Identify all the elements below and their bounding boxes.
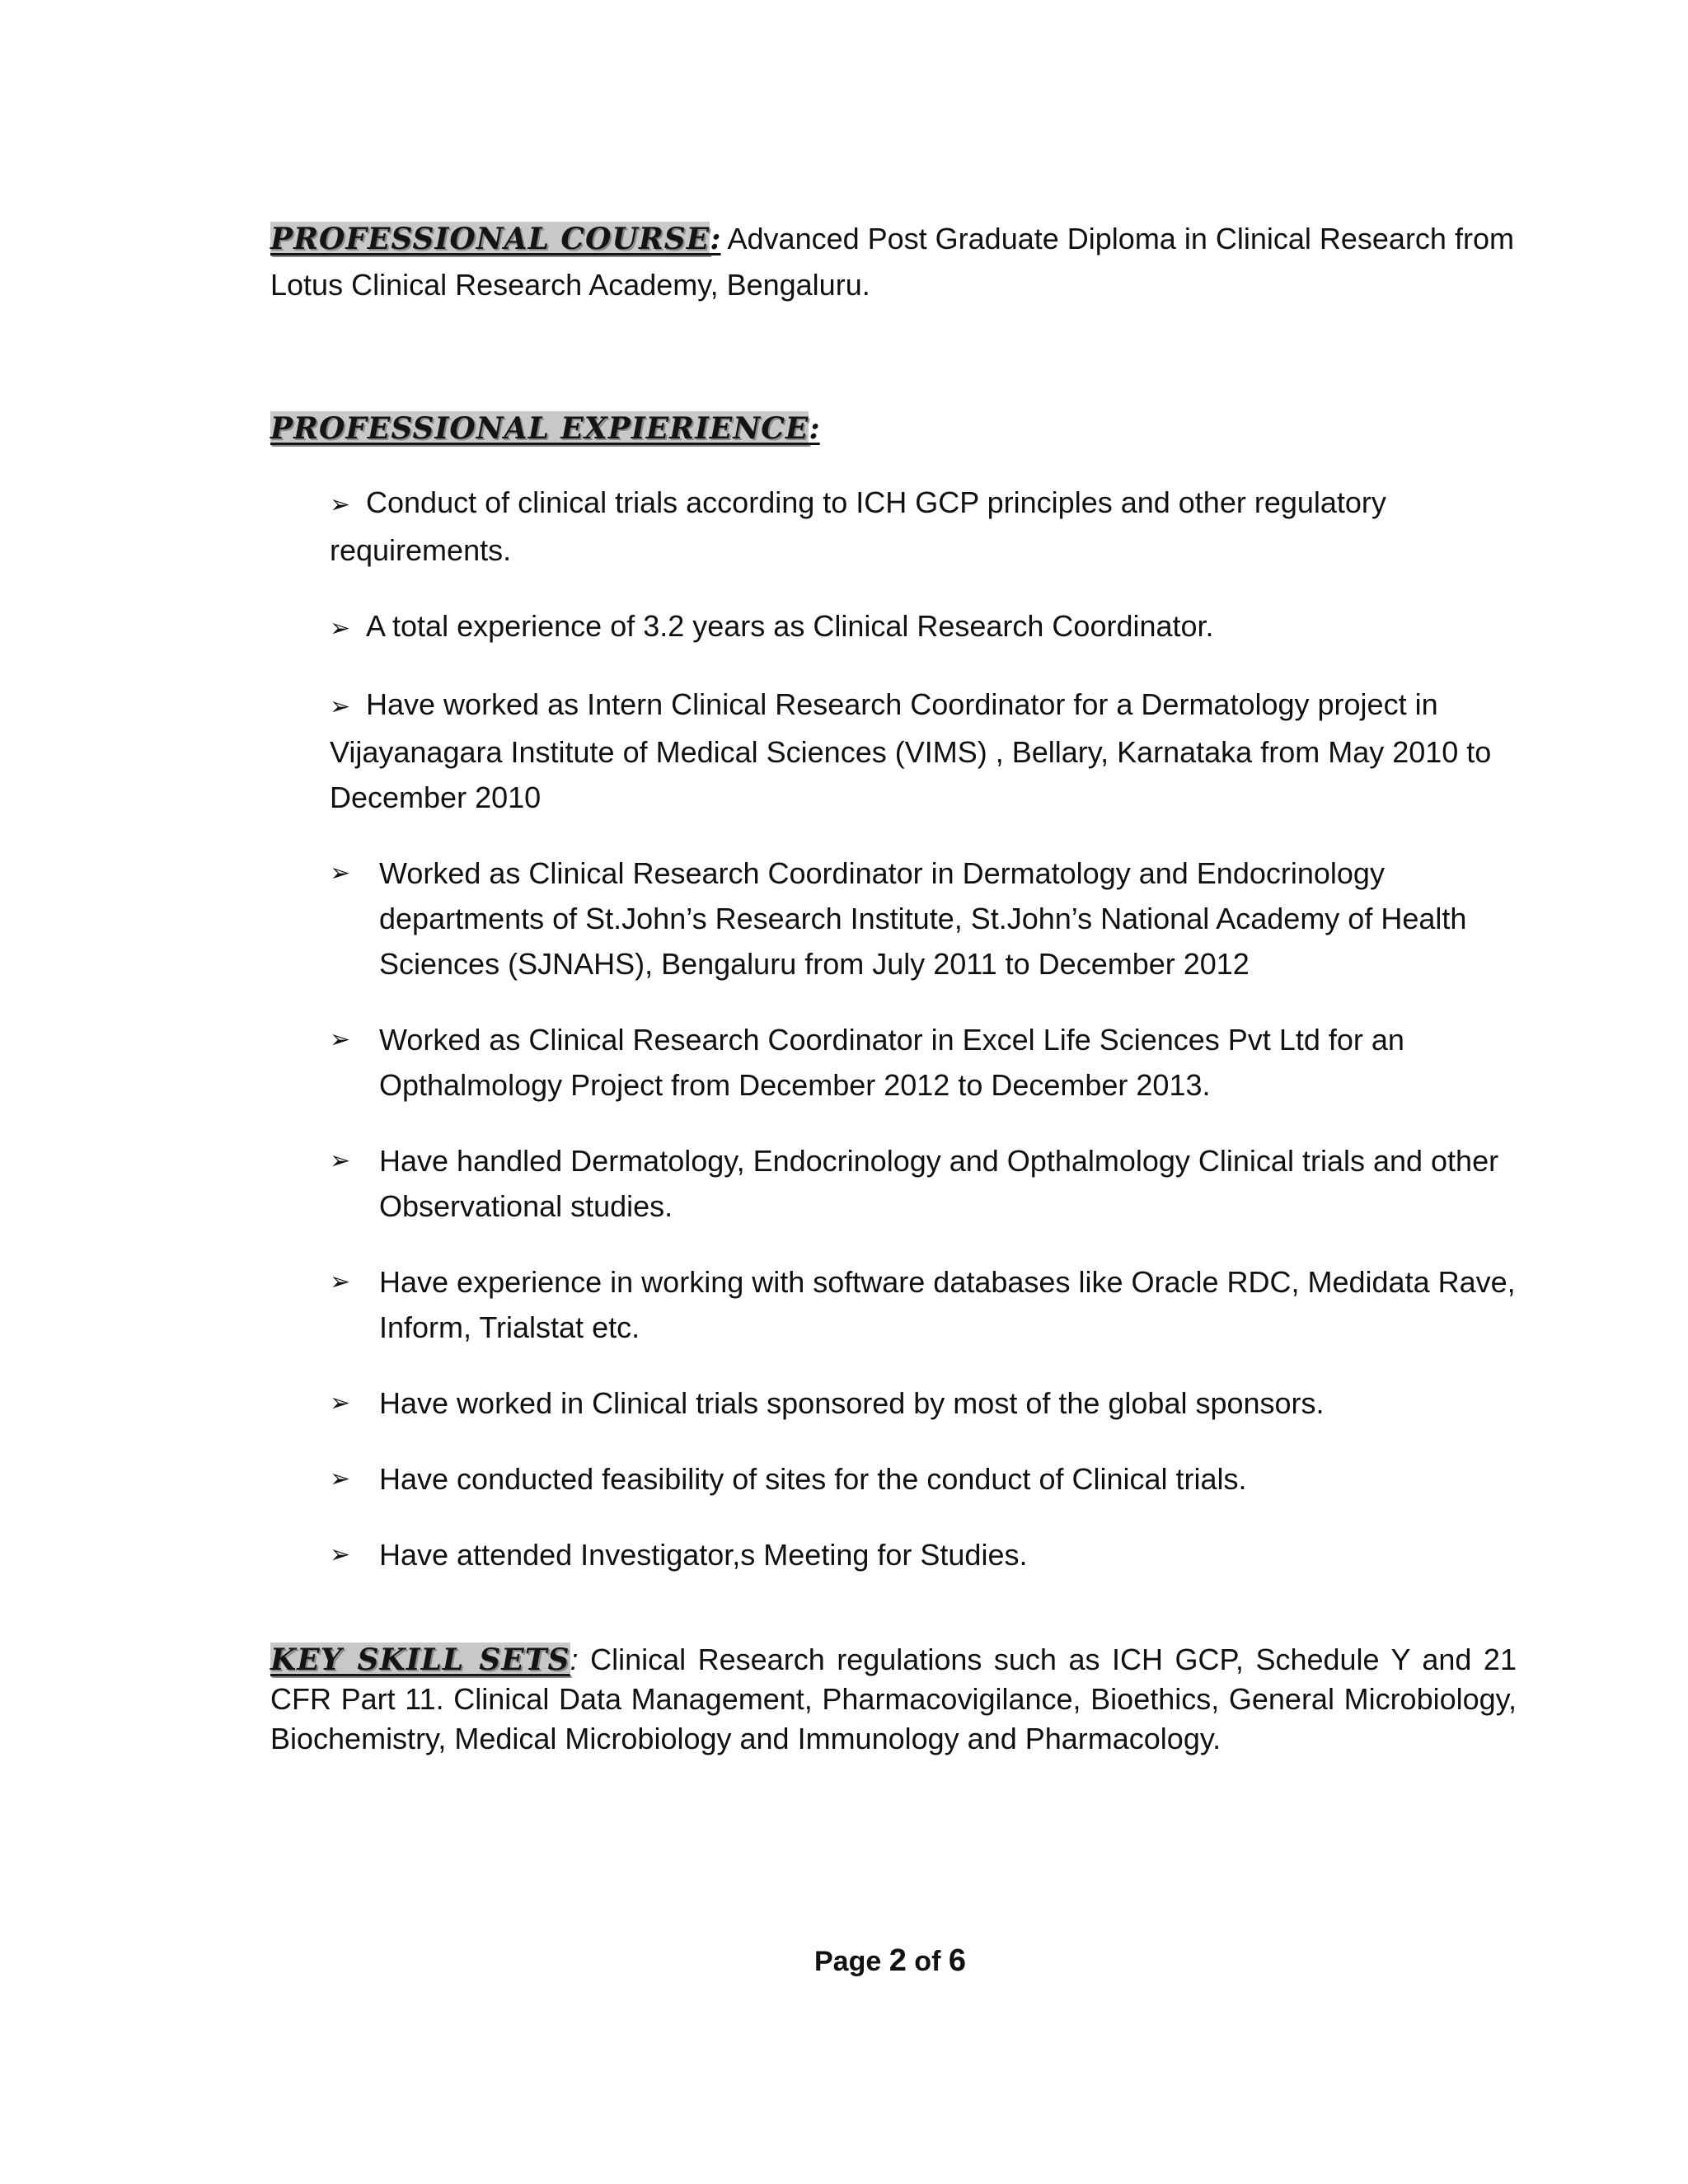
arrow-bullet-icon: ➢: [330, 490, 351, 519]
list-item: [330, 1456, 1525, 1502]
professional-experience-heading: PROFESSIONAL EXPIERIENCE: [270, 411, 809, 446]
list-item-text: Have worked in Clinical trials sponsored by most of the global sponsors.: [379, 1386, 1325, 1420]
arrow-bullet-icon: ➢: [330, 1389, 351, 1418]
list-item-text: Have worked as Intern Clinical Research Coordinator for a Dermatology project in Vijayanagara Institute of Medical Sciences (VIMS) , Bellary, Karnataka from May 2010 to December 2010: [330, 687, 1492, 814]
arrow-bullet-icon: ➢: [330, 614, 351, 643]
key-skill-sets-colon: :: [570, 1643, 579, 1676]
list-item: [330, 851, 1525, 987]
arrow-bullet-icon: ➢: [330, 1268, 351, 1296]
arrow-bullet-icon: ➢: [330, 1465, 351, 1493]
list-item-text: A total experience of 3.2 years as Clinical Research Coordinator.: [366, 609, 1214, 643]
list-item-text: Have experience in working with software databases like Oracle RDC, Medidata Rave, Inform, Trialstat etc.: [379, 1265, 1516, 1344]
professional-course-section: [270, 216, 1517, 307]
key-skill-sets-text: Clinical Research regulations such as ICH GCP, Schedule Y and 21 CFR Part 11. Clinical Data Management, Pharmacovigilance, Bioethics, General Microbiology, Biochemistry, Medical Microbiology and Immunology and Pharmacology.: [270, 1643, 1517, 1755]
footer-page-total: 6: [948, 1943, 966, 1978]
professional-experience-section: [270, 405, 1517, 452]
list-item: [330, 1380, 1525, 1426]
list-item-text: Worked as Clinical Research Coordinator in Excel Life Sciences Pvt Ltd for an Opthalmology Project from December 2012 to December 2013.: [379, 1023, 1404, 1102]
experience-list: [330, 480, 1525, 1608]
list-item-text: Have conducted feasibility of sites for the conduct of Clinical trials.: [379, 1462, 1247, 1496]
list-item-text: Worked as Clinical Research Coordinator in Dermatology and Endocrinology departments of St.John’s Research Institute, St.John’s National Academy of Health Sciences (SJNAHS), Bengaluru from July 2011 to December 2012: [379, 856, 1467, 981]
arrow-bullet-icon: ➢: [330, 692, 351, 721]
page-footer: [0, 1943, 1688, 1979]
list-item: [330, 1532, 1525, 1577]
footer-of-word: of: [906, 1946, 949, 1977]
arrow-bullet-icon: ➢: [330, 1146, 351, 1175]
list-item: [330, 1138, 1525, 1229]
footer-page-word: Page: [814, 1946, 889, 1977]
arrow-bullet-icon: ➢: [330, 859, 351, 888]
footer-page-number: 2: [889, 1943, 907, 1978]
key-skill-sets-section: [270, 1640, 1517, 1759]
professional-course-colon: :: [710, 222, 721, 256]
list-item-text: Have handled Dermatology, Endocrinology and Opthalmology Clinical trials and other Observational studies.: [379, 1144, 1499, 1223]
key-skill-sets-heading: KEY SKILL SETS: [270, 1643, 570, 1677]
list-item: [330, 603, 1525, 651]
professional-experience-colon: :: [809, 411, 820, 446]
list-item-text: Conduct of clinical trials according to ICH GCP principles and other regulatory requirements.: [330, 485, 1386, 567]
arrow-bullet-icon: ➢: [330, 1025, 351, 1054]
list-item-text: Have attended Investigator,s Meeting for Studies.: [379, 1538, 1028, 1572]
list-item: [330, 1259, 1525, 1350]
professional-course-heading: PROFESSIONAL COURSE: [270, 222, 710, 256]
professional-course-text: Advanced Post Graduate Diploma in Clinical Research from Lotus Clinical Research Academy, Bengaluru.: [270, 222, 1514, 302]
list-item: [330, 480, 1525, 573]
list-item: [330, 682, 1525, 820]
arrow-bullet-icon: ➢: [330, 1540, 351, 1569]
list-item: [330, 1017, 1525, 1108]
